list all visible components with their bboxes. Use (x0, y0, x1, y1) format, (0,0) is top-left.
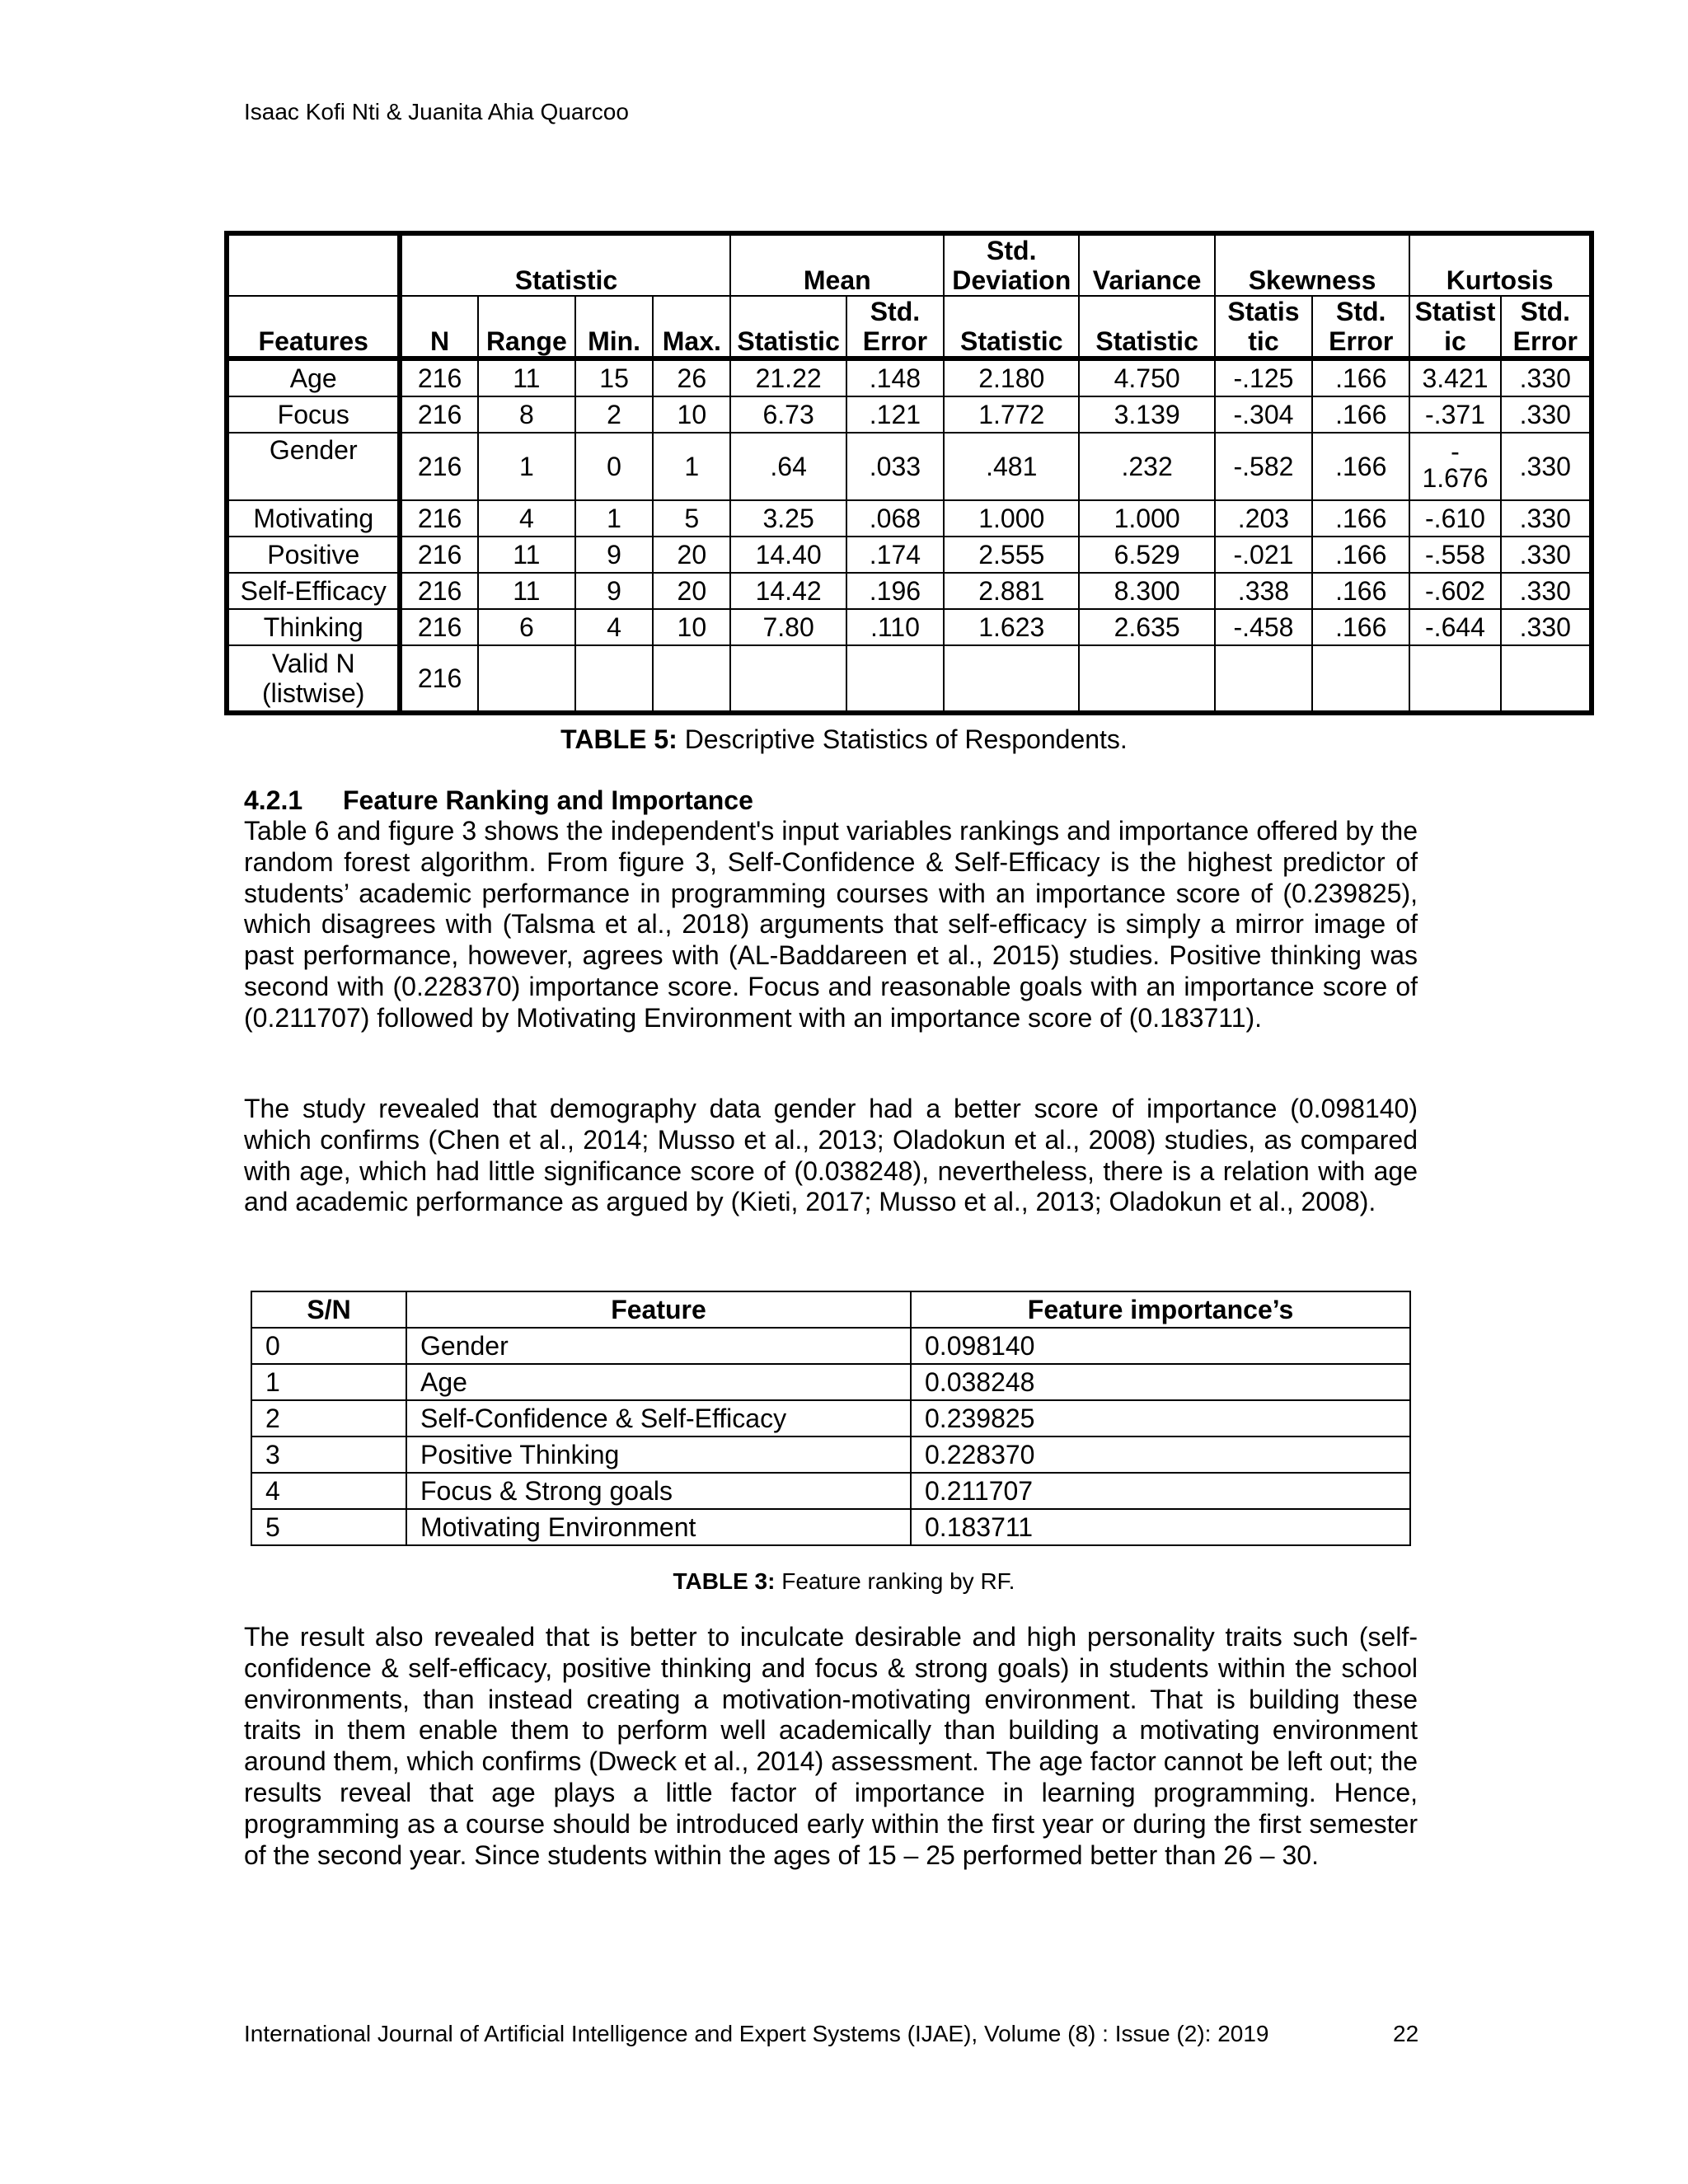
cell-n: 216 (400, 645, 477, 713)
cell-max: 10 (653, 396, 730, 433)
feature-name: Focus (227, 396, 400, 433)
cell-feature: Motivating Environment (406, 1509, 911, 1545)
cell-kurtosis: -.602 (1409, 573, 1500, 609)
cell-empty (653, 645, 730, 713)
cell-variance: 6.529 (1079, 537, 1214, 573)
running-header: Isaac Kofi Nti & Juanita Ahia Quarcoo (244, 99, 629, 124)
header-kurtosis-statistic: Statist ic (1409, 296, 1500, 359)
cell-variance: 4.750 (1079, 359, 1214, 396)
caption-label: TABLE 5: (560, 724, 678, 754)
cell-empty (1079, 645, 1214, 713)
cell-mean-se: .148 (846, 359, 944, 396)
cell-skewness-se: .166 (1312, 433, 1409, 500)
table-row (227, 609, 1592, 645)
cell-skewness: .338 (1215, 573, 1312, 609)
cell-sn: 4 (251, 1473, 406, 1509)
cell-skewness: .203 (1215, 500, 1312, 537)
cell-skewness-se: .166 (1312, 609, 1409, 645)
header-std-deviation: Std. Deviation (944, 233, 1079, 296)
cell-n: 216 (400, 537, 477, 573)
cell-mean-se: .121 (846, 396, 944, 433)
cell-empty (478, 645, 575, 713)
cell-max: 20 (653, 573, 730, 609)
cell-min: 15 (575, 359, 653, 396)
cell-feature: Age (406, 1364, 911, 1400)
header-sn: S/N (251, 1291, 406, 1328)
cell-max: 5 (653, 500, 730, 537)
header-statistic: Statistic (400, 233, 730, 296)
cell-sd: 2.180 (944, 359, 1079, 396)
header-blank (227, 233, 400, 296)
cell-max: 1 (653, 433, 730, 500)
feature-name: Age (227, 359, 400, 396)
cell-kurtosis-se: .330 (1501, 573, 1592, 609)
cell-max: 26 (653, 359, 730, 396)
header-n: N (400, 296, 477, 359)
cell-mean: 14.40 (730, 537, 846, 573)
header-mean-std-error: Std. Error (846, 296, 944, 359)
cell-range: 11 (478, 573, 575, 609)
cell-min: 0 (575, 433, 653, 500)
cell-kurtosis: -.610 (1409, 500, 1500, 537)
cell-n: 216 (400, 609, 477, 645)
cell-skewness: -.458 (1215, 609, 1312, 645)
cell-sn: 5 (251, 1509, 406, 1545)
kurtosis-value: 1.676 (1422, 463, 1489, 493)
table-row (227, 359, 1592, 396)
cell-mean-se: .033 (846, 433, 944, 500)
section-number: 4.2.1 (244, 785, 303, 815)
cell-skewness-se: .166 (1312, 537, 1409, 573)
cell-range: 11 (478, 359, 575, 396)
cell-min: 9 (575, 573, 653, 609)
cell-sn: 2 (251, 1400, 406, 1436)
cell-empty (1312, 645, 1409, 713)
cell-mean: 3.25 (730, 500, 846, 537)
cell-n: 216 (400, 500, 477, 537)
cell-importance: 0.183711 (911, 1509, 1410, 1545)
feature-name: Valid N (listwise) (227, 645, 400, 713)
cell-min: 2 (575, 396, 653, 433)
cell-mean: .64 (730, 433, 846, 500)
cell-kurtosis-se: .330 (1501, 609, 1592, 645)
cell-importance: 0.228370 (911, 1436, 1410, 1473)
cell-mean-se: .110 (846, 609, 944, 645)
cell-kurtosis (1409, 433, 1500, 500)
cell-sd: 1.772 (944, 396, 1079, 433)
cell-kurtosis: -.644 (1409, 609, 1500, 645)
cell-empty (1501, 645, 1592, 713)
cell-kurtosis-se: .330 (1501, 433, 1592, 500)
cell-n: 216 (400, 433, 477, 500)
cell-n: 216 (400, 396, 477, 433)
header-max: Max. (653, 296, 730, 359)
cell-empty (1409, 645, 1500, 713)
caption-text: Feature ranking by RF. (775, 1568, 1015, 1594)
cell-mean: 21.22 (730, 359, 846, 396)
page-number: 22 (1393, 2021, 1419, 2046)
section-heading (244, 785, 753, 816)
header-kurtosis-std-error: Std. Error (1501, 296, 1592, 359)
cell-min: 1 (575, 500, 653, 537)
table-row (251, 1400, 1410, 1436)
cell-mean: 14.42 (730, 573, 846, 609)
feature-ranking-table (251, 1291, 1411, 1546)
table-row (227, 396, 1592, 433)
header-variance: Variance (1079, 233, 1214, 296)
table-row (251, 1364, 1410, 1400)
cell-range: 6 (478, 609, 575, 645)
section-title: Feature Ranking and Importance (343, 785, 753, 815)
header-variance-statistic: Statistic (1079, 296, 1214, 359)
cell-empty (944, 645, 1079, 713)
cell-max: 20 (653, 537, 730, 573)
table-row (251, 1473, 1410, 1509)
cell-feature: Gender (406, 1328, 911, 1364)
cell-sn: 0 (251, 1328, 406, 1364)
cell-min: 4 (575, 609, 653, 645)
cell-empty (1215, 645, 1312, 713)
cell-n: 216 (400, 573, 477, 609)
cell-skewness-se: .166 (1312, 359, 1409, 396)
paragraph: Table 6 and figure 3 shows the independent's input variables rankings and importance offered by the random forest algorithm. From figure 3, Self-Confidence & Self-Efficacy is the highest predictor of students’ academic performance in programming courses with an importance score of (0.239825), which disagrees with (Talsma et al., 2018) arguments that self-efficacy is simply a mirror image of past performance, however, agrees with (AL-Baddareen et al., 2015) studies. Positive thinking was second with (0.228370) importance score. Focus and reasonable goals with an importance score of (0.211707) followed by Motivating Environment with an importance score of (0.183711). (244, 816, 1418, 1033)
journal-footer: International Journal of Artificial Intelligence and Expert Systems (IJAE), Volume (8) : Issue (2): 2019 (244, 2021, 1269, 2046)
cell-empty (846, 645, 944, 713)
cell-kurtosis-se: .330 (1501, 359, 1592, 396)
cell-importance: 0.239825 (911, 1400, 1410, 1436)
cell-min: 9 (575, 537, 653, 573)
header-kurtosis: Kurtosis (1409, 233, 1592, 296)
feature-name: Positive (227, 537, 400, 573)
table-row (227, 500, 1592, 537)
cell-importance: 0.098140 (911, 1328, 1410, 1364)
table-row (251, 1436, 1410, 1473)
cell-variance: 2.635 (1079, 609, 1214, 645)
descriptive-statistics-table (224, 231, 1594, 715)
paragraph: The study revealed that demography data gender had a better score of importance (0.098140) which confirms (Chen et al., 2014; Musso et al., 2013; Oladokun et al., 2008) studies, as compared with age, which had little significance score of (0.038248), nevertheless, there is a relation with age and academic performance as argued by (Kieti, 2017; Musso et al., 2013; Oladokun et al., 2008). (244, 1094, 1418, 1217)
table-row (227, 645, 1592, 713)
cell-mean-se: .196 (846, 573, 944, 609)
table-row (227, 573, 1592, 609)
feature-name: Motivating (227, 500, 400, 537)
cell-sn: 3 (251, 1436, 406, 1473)
cell-skewness: -.304 (1215, 396, 1312, 433)
cell-variance: .232 (1079, 433, 1214, 500)
header-mean: Mean (730, 233, 944, 296)
cell-range: 1 (478, 433, 575, 500)
cell-variance: 3.139 (1079, 396, 1214, 433)
cell-variance: 1.000 (1079, 500, 1214, 537)
cell-skewness: -.021 (1215, 537, 1312, 573)
cell-mean-se: .068 (846, 500, 944, 537)
cell-range: 4 (478, 500, 575, 537)
cell-mean-se: .174 (846, 537, 944, 573)
caption-text: Descriptive Statistics of Respondents. (677, 724, 1128, 754)
table-row (251, 1328, 1410, 1364)
cell-sd: 2.555 (944, 537, 1079, 573)
header-importance: Feature importance’s (911, 1291, 1410, 1328)
cell-mean: 6.73 (730, 396, 846, 433)
table-5-caption (0, 724, 1688, 755)
header-sd-statistic: Statistic (944, 296, 1079, 359)
header-skewness: Skewness (1215, 233, 1410, 296)
cell-feature: Self-Confidence & Self-Efficacy (406, 1400, 911, 1436)
cell-max: 10 (653, 609, 730, 645)
cell-range: 11 (478, 537, 575, 573)
header-feature: Feature (406, 1291, 911, 1328)
cell-empty (575, 645, 653, 713)
cell-feature: Positive Thinking (406, 1436, 911, 1473)
cell-sn: 1 (251, 1364, 406, 1400)
cell-sd: 1.623 (944, 609, 1079, 645)
feature-name: Gender (227, 433, 400, 500)
cell-skewness-se: .166 (1312, 573, 1409, 609)
header-range: Range (478, 296, 575, 359)
table-row (251, 1509, 1410, 1545)
cell-n: 216 (400, 359, 477, 396)
cell-importance: 0.211707 (911, 1473, 1410, 1509)
cell-kurtosis: -.558 (1409, 537, 1500, 573)
cell-sd: 1.000 (944, 500, 1079, 537)
cell-kurtosis: 3.421 (1409, 359, 1500, 396)
cell-kurtosis-se: .330 (1501, 500, 1592, 537)
cell-sd: 2.881 (944, 573, 1079, 609)
cell-sd: .481 (944, 433, 1079, 500)
kurtosis-sign: - (1451, 437, 1460, 466)
cell-skewness: -.125 (1215, 359, 1312, 396)
cell-importance: 0.038248 (911, 1364, 1410, 1400)
feature-name: Self-Efficacy (227, 573, 400, 609)
paragraph: The result also revealed that is better to inculcate desirable and high personality traits such (self-confidence & self-efficacy, positive thinking and focus & strong goals) in students within the school environments, than instead creating a motivation-motivating environment. That is building these traits in them enable them to perform well academically than building a motivating environment around them, which confirms (Dweck et al., 2014) assessment. The age factor cannot be left out; the results reveal that age plays a little factor of importance in learning programming. Hence, programming as a course should be introduced early within the first year or during the first semester of the second year. Since students within the ages of 15 – 25 performed better than 26 – 30. (244, 1622, 1418, 1870)
cell-variance: 8.300 (1079, 573, 1214, 609)
table-row (227, 433, 1592, 500)
caption-label: TABLE 3: (673, 1568, 776, 1594)
feature-name: Thinking (227, 609, 400, 645)
header-mean-statistic: Statistic (730, 296, 846, 359)
cell-range: 8 (478, 396, 575, 433)
cell-feature: Focus & Strong goals (406, 1473, 911, 1509)
cell-skewness-se: .166 (1312, 500, 1409, 537)
header-skewness-statistic: Statis tic (1215, 296, 1312, 359)
header-skewness-std-error: Std. Error (1312, 296, 1409, 359)
cell-empty (730, 645, 846, 713)
table-row (227, 537, 1592, 573)
cell-skewness: -.582 (1215, 433, 1312, 500)
cell-skewness-se: .166 (1312, 396, 1409, 433)
table-3-caption (0, 1566, 1688, 1597)
cell-kurtosis-se: .330 (1501, 537, 1592, 573)
cell-kurtosis-se: .330 (1501, 396, 1592, 433)
header-features: Features (227, 296, 400, 359)
cell-mean: 7.80 (730, 609, 846, 645)
cell-kurtosis: -.371 (1409, 396, 1500, 433)
header-min: Min. (575, 296, 653, 359)
